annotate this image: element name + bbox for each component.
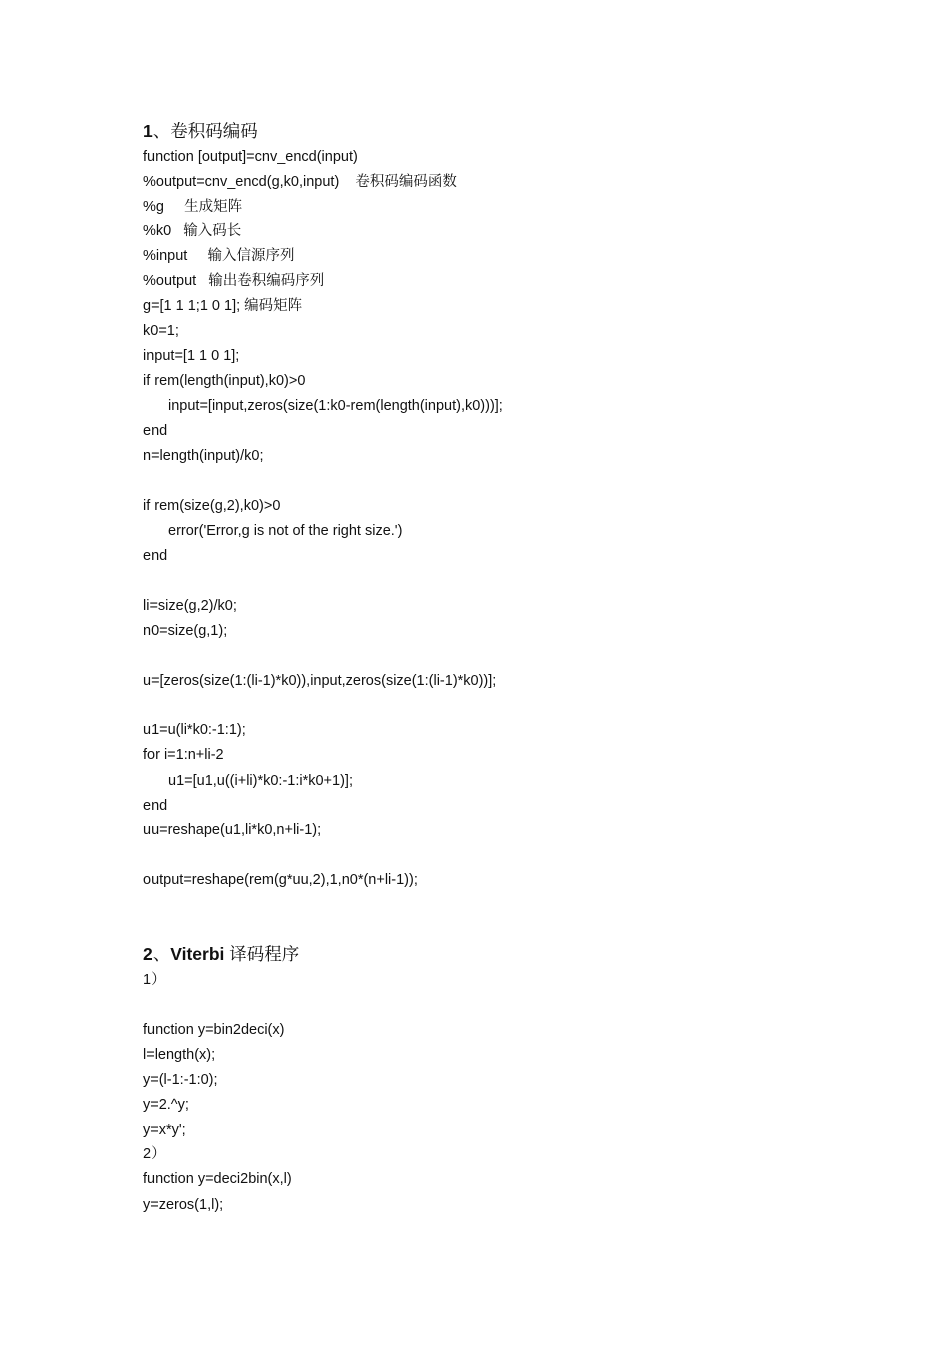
code-line: u1=[u1,u((i+li)*k0:-1:i*k0+1)]; (168, 773, 353, 789)
code-line: k0=1; (143, 323, 179, 339)
code-line: %k0 输入码长 (143, 223, 242, 239)
heading-text: 、卷积码编码 (152, 121, 258, 141)
code-line: uu=reshape(u1,li*k0,n+li-1); (143, 822, 322, 838)
code-line: n0=size(g,1); (143, 623, 228, 639)
code-line: input=[1 1 0 1]; (143, 348, 240, 364)
code-line: g=[1 1 1;1 0 1]; 编码矩阵 (143, 298, 303, 314)
code-line: function [output]=cnv_encd(input) (143, 149, 358, 165)
code-line: output=reshape(rem(g*uu,2),1,n0*(n+li-1)); (143, 872, 418, 888)
code-line: %output 输出卷积编码序列 (143, 273, 325, 289)
code-line: function y=deci2bin(x,l) (143, 1171, 292, 1187)
code-line: %output=cnv_encd(g,k0,input) 卷积码编码函数 (143, 174, 457, 190)
code-line: end (143, 548, 168, 564)
code-line: if rem(size(g,2),k0)>0 (143, 498, 281, 514)
code-line: n=length(input)/k0; (143, 448, 264, 464)
code-line: y=(l-1:-1:0); (143, 1072, 218, 1088)
code-line: %g 生成矩阵 (143, 199, 243, 215)
code-line: u=[zeros(size(1:(li-1)*k0)),input,zeros(size(1:(li-1)*k0))]; (143, 673, 497, 689)
code-line: %input 输入信源序列 (143, 248, 295, 264)
code-line: end (143, 423, 168, 439)
code-line: 1） (143, 972, 166, 988)
heading-number: 1 (143, 121, 153, 141)
section-heading-1 (143, 120, 258, 142)
code-line: y=x*y'; (143, 1122, 186, 1138)
heading-separator: 、 (152, 944, 171, 964)
code-line: function y=bin2deci(x) (143, 1022, 285, 1038)
code-line: y=2.^y; (143, 1097, 189, 1113)
heading-text: 译码程序 (224, 944, 300, 964)
heading-number: 2 (143, 944, 153, 964)
code-line: end (143, 798, 168, 814)
section-heading-2 (143, 943, 299, 965)
code-line: input=[input,zeros(size(1:k0-rem(length(input),k0)))]; (168, 398, 503, 414)
code-line: for i=1:n+li-2 (143, 747, 224, 763)
code-line: l=length(x); (143, 1047, 216, 1063)
code-line: u1=u(li*k0:-1:1); (143, 722, 246, 738)
code-line: error('Error,g is not of the right size.') (168, 523, 403, 539)
heading-bold-text: Viterbi (170, 944, 225, 964)
code-line: 2） (143, 1146, 166, 1162)
code-line: li=size(g,2)/k0; (143, 598, 237, 614)
code-line: if rem(length(input),k0)>0 (143, 373, 306, 389)
code-line: y=zeros(1,l); (143, 1197, 224, 1213)
